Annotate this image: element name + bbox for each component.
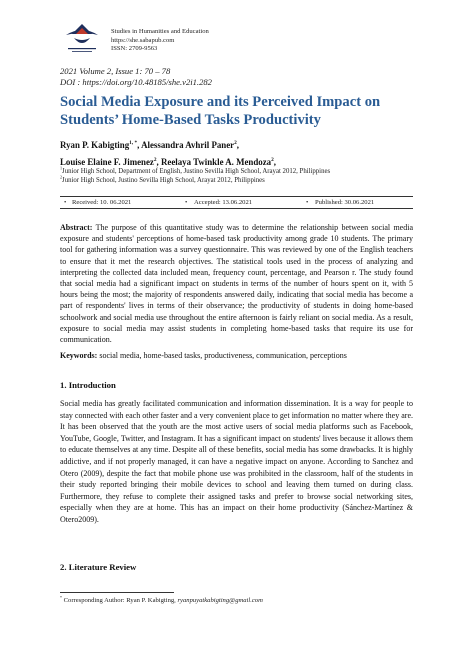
- bullet-icon: •: [185, 199, 188, 206]
- footnote-label: Corresponding Author: Ryan P. Kabigting,: [61, 597, 178, 604]
- author-affil-mark: 2: [153, 157, 157, 164]
- keywords: [60, 350, 347, 361]
- doi-line[interactable]: DOI : https://doi.org/10.48185/she.v2i1.282: [60, 77, 212, 87]
- received-date: Received: 10. 06.2021: [72, 199, 132, 206]
- author-separator: ,: [236, 140, 240, 150]
- journal-info: [111, 28, 209, 54]
- volume-line: 2021 Volume 2, Issue 1: 70 – 78: [60, 66, 171, 76]
- author-name: , Alessandra Avhril Paner: [137, 140, 235, 150]
- author-name: , Reelaya Twinkle A. Mendoza: [156, 157, 272, 167]
- author-affil-mark: 1, *: [129, 140, 138, 147]
- keywords-text: social media, home-based tasks, productiveness, communication, perceptions: [97, 351, 347, 360]
- footnote-divider: [60, 592, 174, 593]
- abstract: [60, 222, 413, 345]
- section-heading-introduction: 1. Introduction: [60, 380, 116, 390]
- introduction-body: Social media has greatly facilitated communication and information dissemination. It is a way for people to stay connected with each other faster and a very convenient place to get information no matter where they are. It has been observed that the youth are the most active users of social media platforms such as Facebook, YouTube, Google, Twitter, and Instagram. It has a significant impact on students' lives because it allows them to educate themselves at any time. Despite all of these benefits, social media has some drawbacks. It is highly addictive, and if not properly managed, it can have a negative impact on anyone. According to Sanchez and Otero (2009), despite the fact that mobile phone use was prohibited in the classroom, half of the students in their study reported bringing their mobile devices to school and leaving them turned on during class. Furthermore, they refuse to complete their assigned tasks and prefer to browse social networking sites, especially when they are at home. This has an impact on their home productivity (Sánchez-Martínez & Otero2009).: [60, 399, 413, 524]
- author-separator: ,: [273, 157, 276, 167]
- keywords-label: Keywords:: [60, 351, 98, 360]
- author-line-1: [60, 137, 276, 154]
- author-affil-mark: 2: [271, 157, 274, 164]
- author-name: Ryan P. Kabigting: [60, 140, 130, 150]
- journal-issn: ISSN: 2709-9563: [111, 45, 158, 52]
- section-heading-literature-review: 2. Literature Review: [60, 562, 137, 572]
- affiliation-2: $^2$Junior High School, Justino Sevilla High School, Arayat 2012, Philippines: [60, 174, 265, 184]
- footnote: [60, 594, 263, 605]
- journal-logo: [60, 20, 104, 56]
- author-list: [60, 137, 276, 171]
- published-date: Published: 30.06.2021: [315, 199, 375, 206]
- corresponding-email[interactable]: ryanpuyatkabigting@gmail.com: [177, 597, 263, 604]
- footnote-marker: *: [60, 594, 62, 600]
- journal-name: Studies in Humanities and Education: [111, 28, 209, 35]
- accepted-date: Accepted: 13.06.2021: [194, 199, 253, 206]
- paper-title: Social Media Exposure and its Perceived Impact on Students’ Home-Based Tasks Productivity: [60, 94, 381, 128]
- date-bar: [60, 196, 413, 209]
- citation-info: [60, 66, 212, 88]
- affiliations: [60, 165, 331, 185]
- bullet-icon: •: [306, 199, 309, 206]
- bullet-icon: •: [64, 199, 67, 206]
- author-affil-mark: 2: [234, 140, 237, 147]
- affiliation-1: $^1$Junior High School, Department of English, Justino Sevilla High School, Arayat 2012, Philippines: [60, 165, 331, 175]
- abstract-text: The purpose of this quantitative study was to determine the relationship between social media exposure and students' perceptions of home-based task productivity among grade 10 students. The primary tool for gathering information was a survey questionnaire. This was reviewed by one of the English teachers to ensure that it met the research objectives. The statistical tools used in the process of analyzing and interpreting the collected data included mean, frequency count, percentage, and Pearson r. The study found that social media had a significant impact on students in terms of the number of hours spent on it, with 5 hours being the most; the majority of respondents answered daily, indicating that social media has become a part of respondents' lives in terms of their observance; the productivity of students in doing home-based schoolwork and social media use throughout the entire afternoon is fairly reliant on social media. As a result, exposure to social media may assist students in completing home-based tasks that require its use for communication.: [60, 223, 413, 345]
- journal-url[interactable]: https://she.sabapub.com: [111, 36, 175, 44]
- author-name: Louise Elaine F. Jimenez: [60, 157, 154, 167]
- abstract-label: Abstract:: [60, 223, 93, 232]
